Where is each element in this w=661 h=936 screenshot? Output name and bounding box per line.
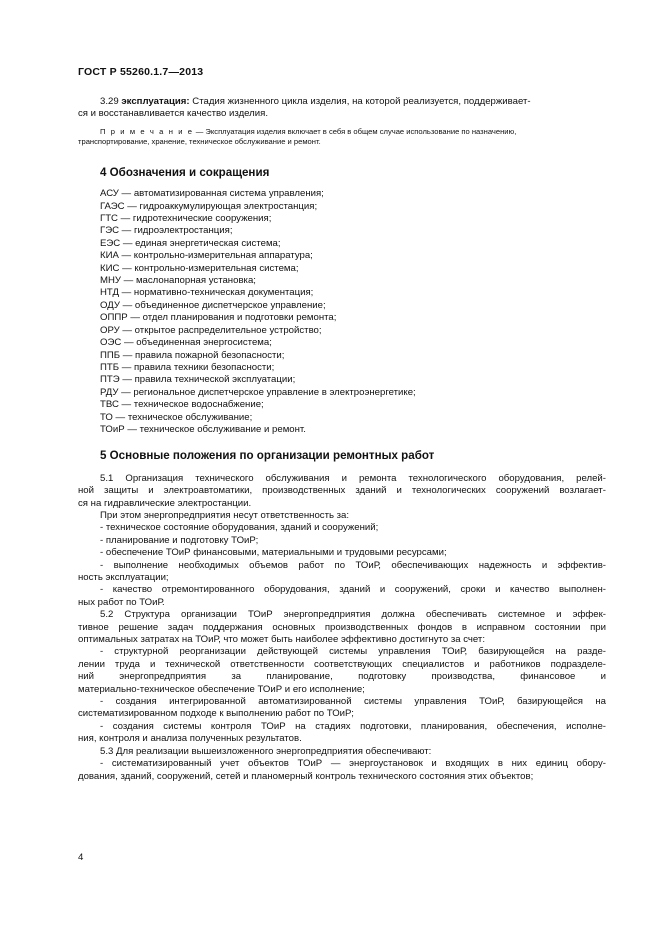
abbreviation-item: ПТЭ — правила технической эксплуатации; xyxy=(100,374,296,386)
abbreviation-item: ОРУ — открытое распределительное устройство; xyxy=(100,324,322,336)
section-5-line: оптимальных затратах на ТОиР, что может быть наиболее эффективно достигнуто за счет: xyxy=(78,634,485,646)
abbreviation-item: МНУ — маслонапорная установка; xyxy=(100,275,256,287)
section-5-line: - обеспечение ТОиР финансовыми, материальными и трудовыми ресурсами; xyxy=(100,547,447,559)
section-5-line: ния, контроля и анализа полученных результатов. xyxy=(78,733,302,745)
abbreviation-item: ОЭС — объединенная энергосистема; xyxy=(100,337,272,349)
section-5-line: тивное решение задач поддержания основных производственных фондов в исправном состоянии при xyxy=(78,621,606,633)
term-word: эксплуатация: xyxy=(121,96,190,107)
section-5-line: 5.3 Для реализации вышеизложенного энергопредприятия обеспечивают: xyxy=(100,745,432,757)
abbreviation-item: ГТС — гидротехнические сооружения; xyxy=(100,213,272,225)
abbreviation-item: ОДУ — объединенное диспетчерское управление; xyxy=(100,299,326,311)
term-3-29 xyxy=(78,96,606,108)
abbreviation-item: ТОиР — техническое обслуживание и ремонт. xyxy=(100,423,306,435)
abbreviation-list xyxy=(78,188,606,436)
abbreviation-item: КИС — контрольно-измерительная система; xyxy=(100,262,299,274)
section-5-line: ной защиты и электроавтоматики, производственных зданий и технологических сооружений возлагает- xyxy=(78,485,606,497)
section-5-line: ных работ по ТОиР. xyxy=(78,596,165,608)
section-5-title: 5 Основные положения по организации ремонтных работ xyxy=(100,449,435,463)
abbreviation-item: ГЭС — гидроэлектростанция; xyxy=(100,225,233,237)
abbreviation-item: ПТБ — правила техники безопасности; xyxy=(100,361,275,373)
note-paragraph xyxy=(78,127,606,137)
note-line-1: — Эксплуатация изделия включает в себя в общем случае использование по назначению, xyxy=(193,126,517,136)
section-5-line: ность эксплуатации; xyxy=(78,572,169,583)
section-5-line: материально-техническое обеспечение ТОиР и его исполнение; xyxy=(78,683,365,695)
section-5-line: При этом энергопредприятия несут ответственность за: xyxy=(100,509,350,521)
page-number: 4 xyxy=(78,852,84,863)
abbreviation-item: РДУ — региональное диспетчерское управление в электроэнергетике; xyxy=(100,386,416,398)
section-5-body xyxy=(78,473,606,783)
note-line-2: транспортирование, хранение, техническое обслуживание и ремонт. xyxy=(78,136,321,146)
section-5-line: - создания системы контроля ТОиР на стадиях подготовки, планирования, обеспечения, исполне- xyxy=(100,720,606,732)
term-number: 3.29 xyxy=(100,96,119,107)
abbreviation-item: НТД — нормативно-техническая документация; xyxy=(100,287,314,299)
abbreviation-item: КИА — контрольно-измерительная аппаратура; xyxy=(100,250,313,262)
section-5-line: ний энергопредприятия за планирование, подготовку производства, финансовое и xyxy=(78,671,606,683)
abbreviation-item: ТО — техническое обслуживание; xyxy=(100,411,253,423)
section-5-line: 5.2 Структура организации ТОиР энергопредприятия должна обеспечивать системное и эффек- xyxy=(100,609,606,621)
section-4-title: 4 Обозначения и сокращения xyxy=(100,165,270,179)
term-definition-line-2: ся и восстанавливается качество изделия. xyxy=(78,108,269,120)
section-5-line: - техническое состояние оборудования, зданий и сооружений; xyxy=(100,522,379,534)
section-5-line: - выполнение необходимых объемов работ по ТОиР, обеспечивающих надежность и эффектив- xyxy=(100,559,606,571)
section-5-line: - качество отремонтированного оборудования, зданий и сооружений, сроки и качество выполнен- xyxy=(100,584,606,596)
section-5-line: - структурной реорганизации действующей системы управления ТОиР, базирующейся на разде- xyxy=(100,646,606,658)
section-5-line: - создания интегрированной автоматизированной системы управления ТОиР, базирующейся на xyxy=(100,696,606,708)
section-5-line: 5.1 Организация технического обслуживания и ремонта технологического оборудования, релей- xyxy=(100,472,606,484)
term-definition-line-1: Стадия жизненного цикла изделия, на которой реализуется, поддерживает- xyxy=(192,96,531,107)
abbreviation-item: ОППР — отдел планирования и подготовки ремонта; xyxy=(100,312,337,324)
abbreviation-item: АСУ — автоматизированная система управления; xyxy=(100,188,324,200)
section-5-line: ся на гидравлические электростанции. xyxy=(78,497,252,509)
section-5-line: дования, зданий, сооружений, сетей и планомерный контроль технического состояния этих объектов; xyxy=(78,770,534,782)
section-5-line: - планирование и подготовку ТОиР; xyxy=(100,534,259,546)
abbreviation-item: ГАЭС — гидроаккумулирующая электростанция; xyxy=(100,200,318,212)
document-header: ГОСТ Р 55260.1.7—2013 xyxy=(78,66,204,78)
abbreviation-item: ППБ — правила пожарной безопасности; xyxy=(100,349,285,361)
abbreviation-item: ЕЭС — единая энергетическая система; xyxy=(100,237,281,249)
section-5-line: систематизированном подходе к выполнению работ по ТОиР; xyxy=(78,708,354,720)
abbreviation-item: ТВС — техническое водоснабжение; xyxy=(100,399,264,411)
note-label: П р и м е ч а н и е xyxy=(100,126,194,136)
section-5-line: - систематизированный учет объектов ТОиР — энергоустановок и входящих в них единиц обору- xyxy=(100,758,606,770)
page-content xyxy=(78,96,606,783)
section-5-line: лении труда и технической ответственности соответствующих специалистов и работников подразделе- xyxy=(78,658,606,670)
